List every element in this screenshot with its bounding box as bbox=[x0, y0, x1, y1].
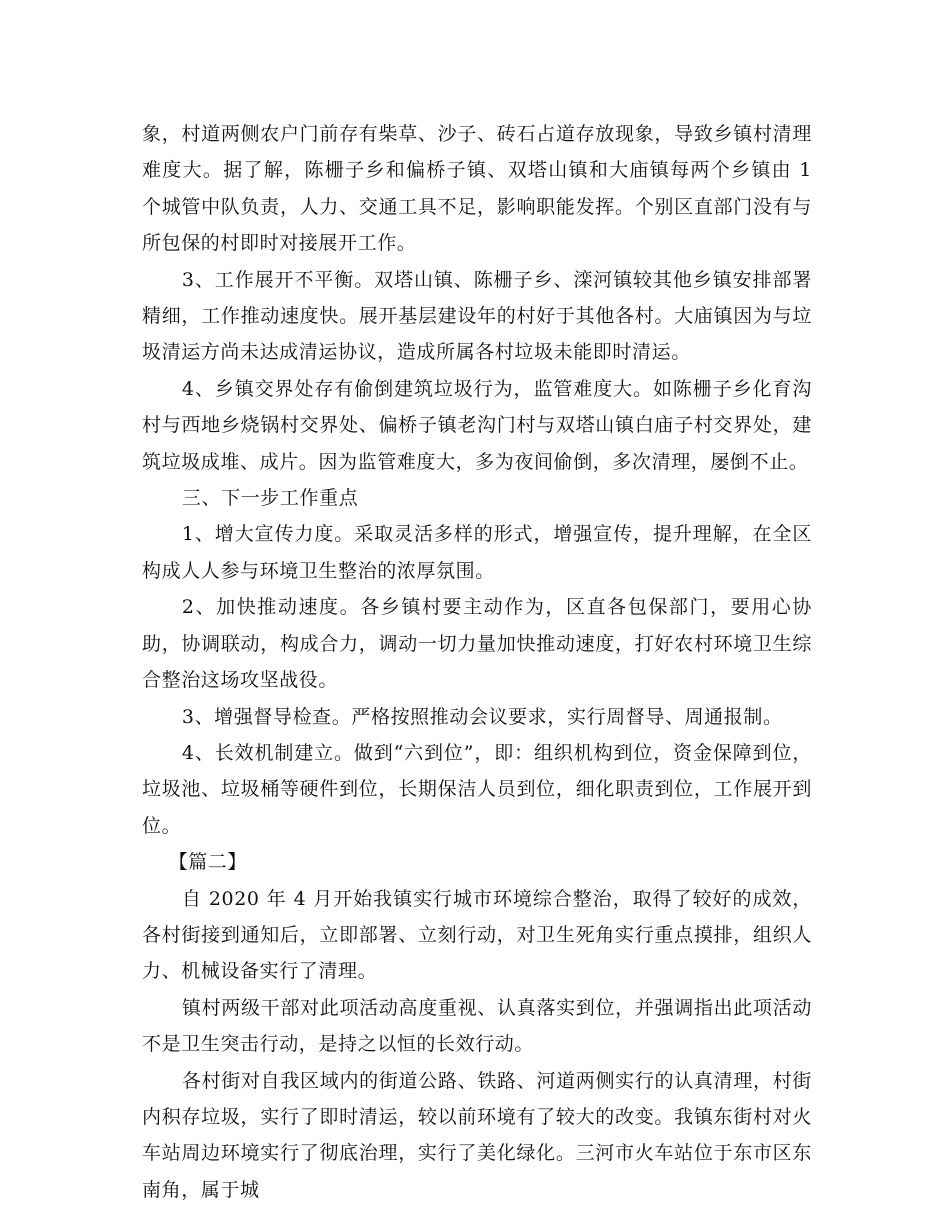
paragraph-6: 2、加快推动速度。各乡镇村要主动作为，区直各包保部门，要用心协助，协调联动，构成合力，调动一切力量加快推动速度，打好农村环境卫生综合整治这场攻坚战役。 bbox=[142, 596, 812, 692]
paragraph-10: 自 2020 年 4 月开始我镇实行城市环境综合整治，取得了较好的成效，各村街接到通知后，立即部署、立刻行动，对卫生死角实行重点摸排，组织人力、机械设备实行了清理。 bbox=[142, 887, 812, 983]
paragraph-3: 4、乡镇交界处存有偷倒建筑垃圾行为，监管难度大。如陈栅子乡化育沟村与西地乡烧锅村交界处、偏桥子镇老沟门村与双塔山镇白庙子村交界处，建筑垃圾成堆、成片。因为监管难度大，多为夜间偷倒，多次清理，屡倒不止。 bbox=[142, 377, 812, 473]
paragraph-2: 3、工作展开不平衡。双塔山镇、陈栅子乡、滦河镇较其他乡镇安排部署精细，工作推动速度快。展开基层建设年的村好于其他各村。大庙镇因为与垃圾清运方尚未达成清运协议，造成所属各村垃圾未能即时清运。 bbox=[142, 268, 812, 364]
paragraph-1: 象，村道两侧农户门前存有柴草、沙子、砖石占道存放现象，导致乡镇村清理难度大。据了解，陈栅子乡和偏桥子镇、双塔山镇和大庙镇每两个乡镇由 1 个城管中队负责，人力、交通工具不足，影响职能发挥。个别区直部门没有与所包保的村即时对接展开工作。 bbox=[142, 123, 812, 255]
paragraph-5: 1、增大宣传力度。采取灵活多样的形式，增强宣传，提升理解，在全区构成人人参与环境卫生整治的浓厚氛围。 bbox=[142, 523, 812, 582]
paragraph-11: 镇村两级干部对此项活动高度重视、认真落实到位，并强调指出此项活动不是卫生突击行动，是持之以恒的长效行动。 bbox=[142, 996, 812, 1056]
paragraph-12: 各村街对自我区域内的街道公路、铁路、河道两侧实行的认真清理，村街内积存垃圾，实行了即时清运，较以前环境有了较大的改变。我镇东街村对火车站周边环境实行了彻底治理，实行了美化绿化。三河市火车站位于东市区东南角，属于城 bbox=[142, 1069, 812, 1201]
document-body bbox=[142, 116, 812, 1208]
paragraph-7: 3、增强督导检查。严格按照推动会议要求，实行周督导、周通报制。 bbox=[181, 705, 783, 728]
section-heading-part-two: 【篇二】 bbox=[168, 851, 247, 874]
paragraph-8: 4、长效机制建立。做到“六到位”，即：组织机构到位，资金保障到位，垃圾池、垃圾桶等硬件到位，长期保洁人员到位，细化职责到位，工作展开到位。 bbox=[142, 741, 812, 837]
section-heading-next-steps: 三、下一步工作重点 bbox=[181, 487, 359, 510]
